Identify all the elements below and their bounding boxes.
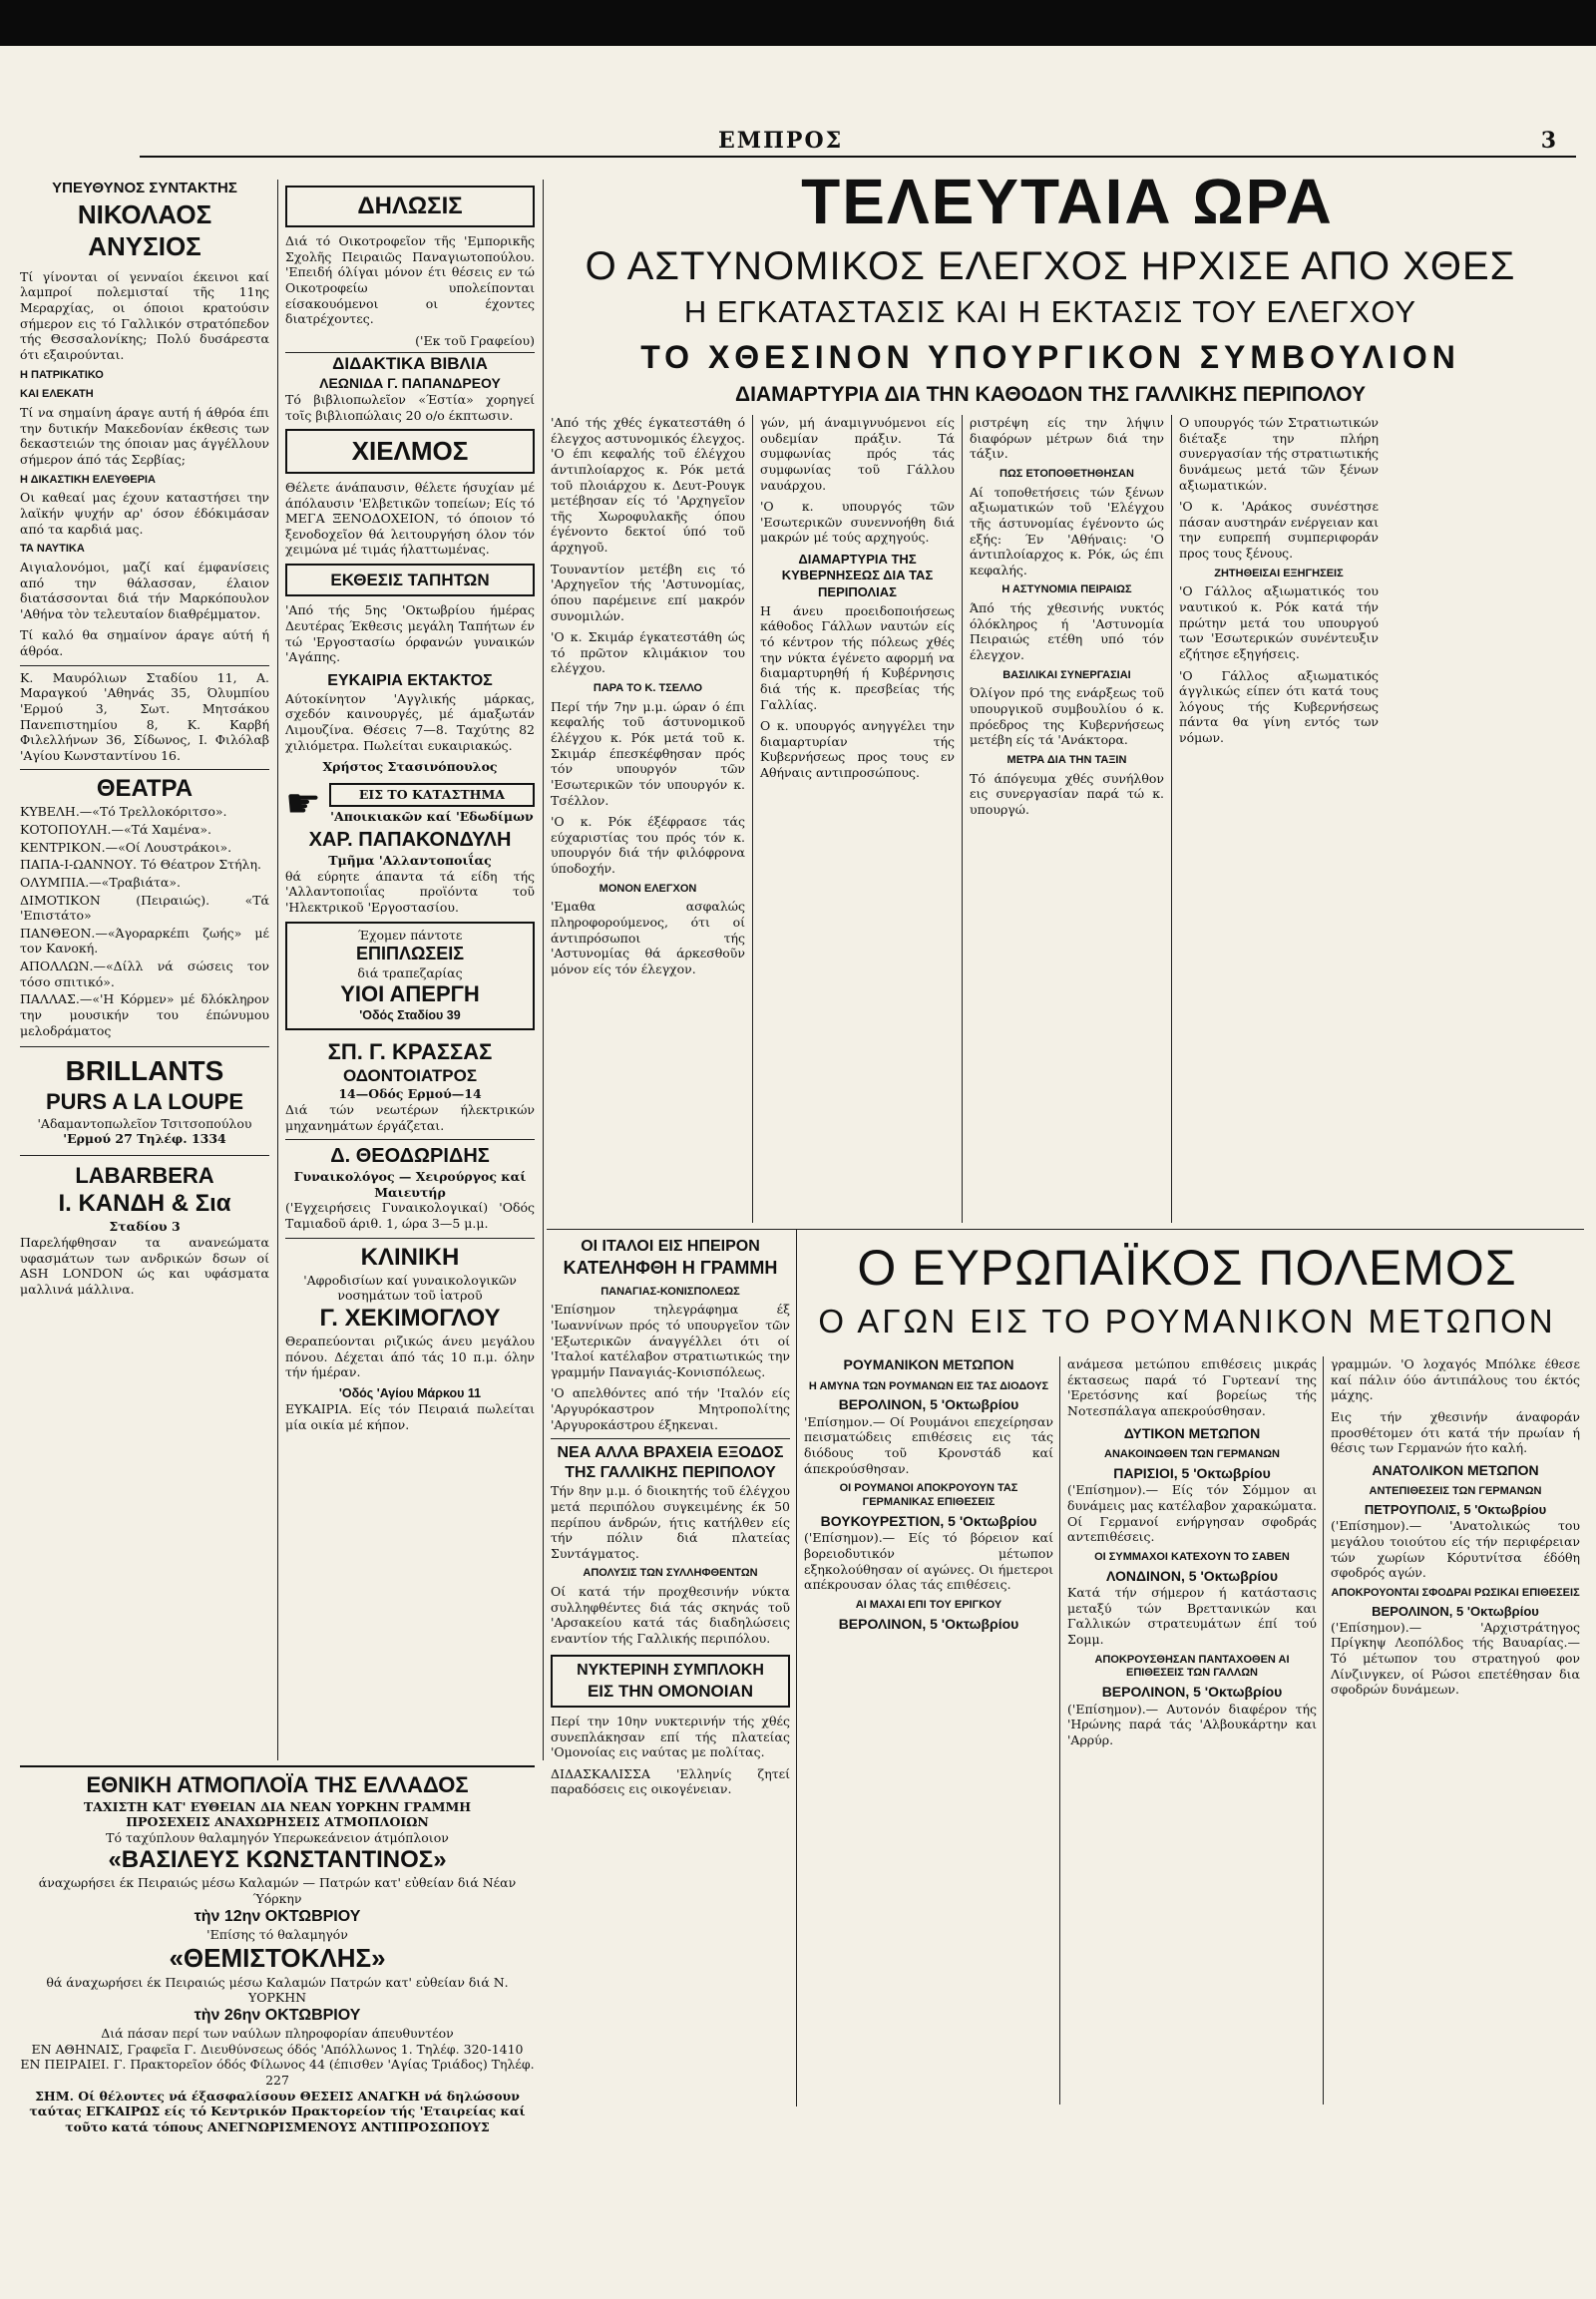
labarbera-title: LABARBERA <box>75 1162 214 1188</box>
epipl-box <box>285 922 535 1030</box>
theodor-title: Δ. ΘΕΟΔΩΡΙΔΗΣ <box>285 1139 535 1169</box>
epipl-line: Έχομεν πάντοτε <box>357 927 463 943</box>
article-paragraph: ('Επίσημον).— Είς τό βόρειον καί βορειοδυτικόν μέτωπον εξηκολούθησαν οί αγώνες. Οι ήμετεροι απέκρουσαν όλας τάς επιθέσεις. <box>804 1530 1053 1593</box>
section-tag: Η ΠΑΤΡΙΚΑΤΙΚΟ <box>20 368 104 381</box>
article-paragraph: ΔΙΔΑΣΚΑΛΙΣΣΑ 'Ελληνίς ζητεί παραδόσεις εις οικογένειαν. <box>551 1765 790 1797</box>
column-6 <box>1179 415 1379 1223</box>
article-paragraph: ('Επίσημον).— 'Ανατολικώς του μεγάλου τοιούτου είς τήν περιφέρειαν τών χωρίων Κόρυτνίτσα έδόθη σφοδρός αγών. <box>1331 1518 1580 1581</box>
labarbera-firm: I. ΚΑΝΔΗ & Σια <box>58 1190 231 1218</box>
kliniki-note: ΕΥΚΑΙΡΙΑ. Είς τόν Πειραιά πωλείται μία οικία μέ κήπον. <box>285 1401 535 1432</box>
article-paragraph: Τουναντίον μετέβη εις τό 'Αρχηγεῖον τής 'Αστυνομίας, όπου παρέμεινε επί μακρόν συνομιλών. <box>551 561 745 623</box>
column-rule <box>1323 1356 1324 2105</box>
kliniki-text: Θεραπεύονται ριζικώς άνευ μεγάλου πόνου. Δέχεται άπό τάς 10 π.μ. όλην τήν ήμέραν. <box>285 1333 535 1380</box>
theatre-item: ΚΕΝΤΡΙΚΟΝ.—«Οί Λουστράκοι». <box>20 839 232 855</box>
headline-main: ΤΕΛΕΥΤΑΙΑ ΩΡΑ <box>801 166 1334 237</box>
ship-line: Διά πάσαν περί των ναύλων πληροφορίαν άπευθυντέον <box>101 2026 454 2041</box>
brillants-subtitle: PURS A LA LOUPE <box>45 1089 243 1115</box>
article-paragraph: 'Ο κ. Ρόκ έξέφρασε τάς εύχαριστίας του πρός τόν κ. υπουργόν διά τήν φιλόφρονα ύποδοχήν. <box>551 814 745 876</box>
theatre-item: ΚΟΤΟΠΟΥΛΗ.—«Τά Χαμένα». <box>20 822 211 837</box>
brillants-title: BRILLANTS <box>65 1055 224 1087</box>
eukairia-title: ΕΥΚΑΙΡΙΑ ΕΚΤΑΚΤΟΣ <box>327 671 493 689</box>
theodor-subtitle: Γυναικολόγος — Χειρούργος καί Μαιευτήρ <box>293 1169 527 1200</box>
article-paragraph: Τί γίνονται οί γενναίοι έκεινοι καί λαμπροί πολεμισταί τῆς 11ης Μεραρχίας, οι όποιοι κρατούσιν σήμερον εις τό Γαλλικόν στρατόπεδον τής Θεσσαλονίκης; Πολύ δυσάρεστα ότι εξαιρούνται. <box>20 268 269 362</box>
column-rule <box>1059 1356 1060 2105</box>
war-col-c-subtitle: ΑΝΤΕΠΙΘΕΣΕΙΣ ΤΩΝ ΓΕΡΜΑΝΩΝ <box>1369 1485 1542 1498</box>
article-paragraph: 'Από τής χθές έγκατεστάθη ό έλεγχος αστυνομικός έλεγχος. 'Ο έπι κεφαλής τοῦ έλέγχου άντιπλοίαρχος κ. Ρόκ μετά τοῦ πλοιάρχου κ. Δευτ-Ρουγκ μετέβησαν είς τό 'Αρχηγεῖον τῆς Χωροφυλακῆς όπου έγένοντο δεκτοί ύπό τοῦ άρχηγοῦ. <box>551 415 745 555</box>
article-paragraph: Ο υπουργός τών Στρατιωτικών διέταξε την πλήρη συνεργασίαν τής στρατιωτικής δυνάμεως μετά τῶν ξένων αξιωματικών. <box>1179 415 1379 493</box>
article-paragraph: ('Επίσημον).— Είς τόν Σόμμον αι δυνάμεις μας κατέλαβον χαρακώματα. Οί Γερμανοί ενήργησαν σφοδράς αντεπιθέσεις. <box>1067 1482 1317 1545</box>
ship-title: ΕΘΝΙΚΗ ΑΤΜΟΠΛΟΪΑ ΤΗΣ ΕΛΛΑΔΟΣ <box>86 1772 469 1797</box>
war-col-b-title: ΔΥΤΙΚΟΝ ΜΕΤΩΠΟΝ <box>1123 1424 1261 1441</box>
headline-4: ΤΟ ΧΘΕΣΙΝΟΝ ΥΠΟΥΡΓΙΚΟΝ ΣΥΜΒΟΥΛΙΟΝ <box>640 339 1460 375</box>
ship-date: τὴν 26ην ΟΚΤΩΒΡΙΟΥ <box>194 2007 361 2024</box>
masthead-name: ΕΜΠΡΟΣ <box>718 128 844 154</box>
peir-heading: Η ΑΣΤΥΝΟΜΙΑ ΠΕΙΡΑΙΩΣ <box>1001 583 1132 596</box>
ship-line: ΕΝ ΑΘΗΝΑΙΣ, Γραφεῖα Γ. Διευθύνσεως όδός 'Απόλλωνος 1. Τηλέφ. 320-1410 <box>31 2041 524 2057</box>
krassas-address: 14—Οδός Ερμού—14 <box>338 1086 482 1102</box>
ship-line: ΤΑΧΙΣΤΗ ΚΑΤ' ΕΥΘΕΙΑΝ ΔΙΑ ΝΕΑΝ ΥΟΡΚΗΝ ΓΡΑΜΜΗ <box>83 1798 472 1814</box>
papak-title: ΧΑΡ. ΠΑΠΑΚΟΝΔΥΛΗ <box>308 829 512 852</box>
column-5 <box>970 415 1164 1223</box>
ipiros-title: ΟΙ ΙΤΑΛΟΙ ΕΙΣ ΗΠΕΙΡΟΝ <box>581 1238 760 1255</box>
epipl-title: ΕΠΙΠΛΩΣΕΙΣ <box>355 944 465 964</box>
dilosis-text: Διά τό Οικοτροφεῖον τῆς 'Εμπορικῆς Σχολῆς Πειραιῶς Παναγιωτοπούλου. 'Επειδή όλίγαι μόνον έτι θέσεις εν τώ Οικοτροφείω υπολείπονται είσακουόμενοι οι έχοντες διατρέχοντες. <box>285 233 535 327</box>
article-paragraph: Αιγιαλονόμοι, μαζί καί έμφανίσεις από την θάλασσαν, έλαιον διατάσσονται διά τήν Μαρκόπουλον 'Αθήνα τὸν τελευταίον διαθρέμματον. <box>20 559 269 621</box>
eukairia-signature: Χρήστος Στασινόπουλος <box>322 759 498 775</box>
dateline: ΒΟΥΚΟΥΡΕΣΤΙΟΝ, 5 'Οκτωβρίου <box>820 1512 1037 1529</box>
parato-heading: ΠΑΡΑ ΤΟ Κ. ΤΣΕΛΛΟ <box>593 682 703 694</box>
chielmos-box <box>285 429 535 474</box>
ship-line: ΠΡΟΣΕΧΕΙΣ ΑΝΑΧΩΡΗΣΕΙΣ ΑΤΜΟΠΛΟΙΩΝ <box>126 1814 429 1830</box>
nautika-heading: ΤΑ ΝΑΥΤΙΚΑ <box>20 543 85 556</box>
theatre-item: ΟΛΥΜΠΙΑ.—«Τραβιάτα». <box>20 874 181 890</box>
brax-subtitle: ΤΗΣ ΓΑΛΛΙΚΗΣ ΠΕΡΙΠΟΛΟΥ <box>565 1464 776 1482</box>
article-paragraph: γραμμών. 'Ο λοχαγός Μπόλκε έθεσε καί πάλιν όύο άντιπάλους του έκτός μάχης. <box>1331 1356 1580 1403</box>
war-headline: Ο ΕΥΡΩΠΑΪΚΟΣ ΠΟΛΕΜΟΣ <box>857 1240 1517 1296</box>
krassas-subtitle: ΟΔΟΝΤΟΙΑΤΡΟΣ <box>342 1066 478 1085</box>
apol-heading: ΑΠΟΛΥΣΙΣ ΤΩΝ ΣΥΛΛΗΦΘΕΝΤΩΝ <box>583 1567 758 1580</box>
books-text: Τό βιβλιοπωλεῖον «Έστία» χορηγεί τοῖς βιβλιοπώλαις 20 ο/ο έκπτωσιν. <box>285 392 535 423</box>
article-paragraph: ανάμεσα μετώπου επιθέσεις μικράς έκτασεως παρά τό Γυρτεανί της 'Ερετόσνης καί βορείως τής Νοτεσπάλαγα απεκρούσθησαν. <box>1067 1356 1317 1418</box>
article-paragraph: Περί την 10ην νυκτερινήν τής χθές συνεπλάκησαν επί τής πλατείας 'Ομονοίας εις ναύτας με πολίτας. <box>551 1713 790 1760</box>
column-rule <box>796 1229 797 2107</box>
headline-2: Ο ΑΣΤΥΝΟΜΙΚΟΣ ΕΛΕΓΧΟΣ ΗΡΧΙΣΕ ΑΠΟ ΧΘΕΣ <box>585 244 1516 288</box>
brillants-ad <box>20 1046 269 1147</box>
labarbera-address: Σταδίου 3 <box>109 1219 181 1235</box>
headline-5: ΔΙΑΜΑΡΤΥΡΙΑ ΔΙΑ ΤΗΝ ΚΑΘΟΔΟΝ ΤΗΣ ΓΑΛΛΙΚΗΣ ΠΕΡΙΠΟΛΟΥ <box>734 383 1366 406</box>
dateline: ΠΕΤΡΟΥΠΟΛΙΣ, 5 'Οκτωβρίου <box>1364 1502 1547 1517</box>
epipl-address: 'Οδός Σταδίου 39 <box>359 1007 461 1022</box>
column-rule <box>1171 415 1172 1223</box>
war-col-c-subtitle2: ΑΠΟΚΡΟΥΟΝΤΑΙ ΣΦΟΔΡΑΙ ΡΩΣΙΚΑΙ ΕΠΙΘΕΣΕΙΣ <box>1331 1586 1580 1599</box>
article-paragraph: Ο κ. υπουργός ανηγγέλει την διαμαρτυρίαν τής Κυβερνήσεως προς τους εν Αθήναις αντιπροσώπους. <box>760 718 955 780</box>
column-rule <box>543 180 544 1760</box>
editor-name: ΝΙΚΟΛΑΟΣ ΑΝΥΣΙΟΣ <box>77 198 212 262</box>
dateline: ΛΟΝΔΙΝΟΝ, 5 'Οκτωβρίου <box>1106 1567 1278 1584</box>
theatre-item: ΠΑΝΘΕΟΝ.—«Άγοραρκέπι ζωής» μέ τον Κανοκή. <box>20 925 269 957</box>
shop-ad-text <box>329 783 535 824</box>
war-col-a-title: ΡΟΥΜΑΝΙΚΟΝ ΜΕΤΩΠΟΝ <box>843 1356 1014 1372</box>
zit-heading: ΖΗΤΗΘΕΙΣΑΙ ΕΞΗΓΗΣΕΙΣ <box>1214 567 1344 579</box>
theodor-text: ('Εγχειρήσεις Γυναικολογικαί) 'Οδός Ταμιαδοῦ άριθ. 1, ώρα 3—5 μ.μ. <box>285 1200 535 1231</box>
kliniki-name: Γ. ΧΕΚΙΜΟΓΛΟΥ <box>319 1304 501 1332</box>
krassas-text: Διά τών νεωτέρων ήλεκτρικών μηχανημάτων έργάζεται. <box>285 1101 535 1133</box>
theatre-item: ΑΠΟΛΛΩΝ.—«Δίλλ νά σώσεις τον τόσο σπιτικό». <box>20 958 269 989</box>
article-paragraph: Οι καθεαί μας έχουν καταστήσει την λαϊκήν ψυχήν αρ' όσον έδόκιμάσαν από τα καρδιά μας. <box>20 490 269 537</box>
war-column-a <box>804 1356 1053 2105</box>
article-paragraph: Κατά τήν σήμερον ή κατάστασις μεταξύ τών Βρεττανικών και Γαλλικών στρατευμάτων έπί τού Σομμ. <box>1067 1585 1317 1647</box>
masthead-rule <box>140 156 1576 158</box>
section-tag: ΚΑΙ ΕΛΕΚΑΤΗ <box>20 388 94 401</box>
war-column-c <box>1331 1356 1580 2105</box>
war-col-a-subtitle: Η ΑΜΥΝΑ ΤΩΝ ΡΟΥΜΑΝΩΝ ΕΙΣ ΤΑΣ ΔΙΟΔΟΥΣ <box>808 1379 1049 1392</box>
theatre-item: ΠΑΛΛΑΣ.—«'Η Κόρμεν» μέ δλόκληρον την μουσικήν του έπώνυμου μελοδράματος <box>20 991 269 1038</box>
article-paragraph: ριστρέψη είς την λήψιν διαφόρων μέτρων διά την τάξιν. <box>970 415 1164 462</box>
section-tag: Η ΔΙΚΑΣΤΙΚΗ ΕΛΕΥΘΕΡΙΑ <box>20 473 156 486</box>
ipiros-subtitle2: ΠΑΝΑΓΙΑΣ-ΚΟΝΙΣΠΟΛΕΩΣ <box>600 1285 740 1298</box>
article-paragraph: 'Ο κ. 'Αράκος συνέστησε πάσαν αυστηράν ενέργειαν και την ευπρεπή συμπεριφοράν προς τους ξένους. <box>1179 499 1379 561</box>
shipping-ad <box>20 1765 535 2134</box>
papak-text: θά εύρητε άπαντα τά είδη τής 'Αλλαντοποιΐας προϊόντα τοῦ 'Ηλεκτρικοῦ 'Εργοστασίου. <box>285 868 535 915</box>
books-name: ΛΕΩΝΙΔΑ Γ. ΠΑΠΑΝΔΡΕΟΥ <box>319 374 501 391</box>
metra-heading: ΜΕΤΡΑ ΔΙΑ ΤΗΝ ΤΑΞΙΝ <box>1006 753 1127 766</box>
kliniki-title: ΚΛΙΝΙΚΗ <box>285 1238 535 1273</box>
krassas-title: ΣΠ. Γ. ΚΡΑΣΣΑΣ <box>327 1038 493 1064</box>
ship-name: «ΒΑΣΙΛΕΥΣ ΚΩΝΣΤΑΝΤΙΝΟΣ» <box>108 1846 447 1874</box>
dateline: ΒΕΡΟΛΙΝΟΝ, 5 'Οκτωβρίου <box>1101 1684 1283 1700</box>
article-paragraph: Τό άπόγευμα χθές συνήλθον εις συνεργασίαν παρά τώ κ. υπουργώ. <box>970 770 1164 817</box>
chielmos-title: ΧΙΕΛΜΟΣ <box>351 436 469 467</box>
section-rule <box>547 1229 1584 1230</box>
article-paragraph: ('Επίσημον).— 'Αρχιστράτηγος Πρίγκηψ Λεοπόλδος τής Βαυαρίας.— Τό μέτωπον του στρατηγού φον Λίνζινγκεν, οί Ρώσοι επετέθησαν δια σφοδρών δυνάμεων. <box>1331 1619 1580 1698</box>
epipl-name: ΥΙΟΙ ΑΠΕΡΓΗ <box>340 981 480 1007</box>
shop-ad-label: ΕΙΣ ΤΟ ΚΑΤΑΣΤΗΜΑ <box>329 783 535 807</box>
shop-ad-category: 'Αποικιακῶν καί 'Εδωδίμων <box>330 808 534 824</box>
monon-heading: ΜΟΝΟΝ ΕΛΕΓΧΟΝ <box>598 882 697 895</box>
article-paragraph: Άπό τής χθεσινής νυκτός όλόκληρος ή 'Αστυνομία Πειραιώς ετέθη υπό τόν έλεγχον. <box>970 600 1164 662</box>
article-paragraph: Οί κατά τήν προχθεσινήν νύκτα συλληφθέντες διά τάς σκηνάς τοῦ 'Αρσακείου κατά τάς διαδηλώσεις εναντίον τής Γαλλικής περιπόλου. <box>551 1584 790 1646</box>
labarbera-ad <box>20 1155 269 1298</box>
brillants-shop: 'Αδαμαντοπωλεῖον Τσιτσοπούλου <box>37 1115 252 1131</box>
column-rule <box>752 415 753 1223</box>
shop-ad <box>285 780 535 827</box>
chielmos-text: Θέλετε άνάπαυσιν, θέλετε ήσυχίαν μέ άπόλαυσιν 'Ελβετικῶν τοπείων; Είς τό ΜΕΓΑ ΞΕΝΟΔΟΧΕΙΟΝ, τό όποιον τό ξενοδοχεῖον θά λειτουργήση όλον τόν χειμώνα μέ τιμάς ήλαττωμένας. <box>285 479 535 558</box>
article-paragraph: 'Ο απελθόντες από τήν 'Ιταλόν είς 'Αργυρόκαστρον Μητροπολίτης 'Αργυροκάστρου έξηκεναι. <box>551 1385 790 1432</box>
war-col-a-subtitle3: ΑΙ ΜΑΧΑΙ ΕΠΙ ΤΟΥ ΕΡΙΓΚΟΥ <box>855 1598 1002 1611</box>
column-rule <box>277 180 278 1760</box>
pos-heading: ΠΩΣ ΕΤΟΠΟΘΕΤΗΘΗΣΑΝ <box>999 467 1134 480</box>
column-4 <box>760 415 955 1223</box>
article-paragraph: Περί τήν 7ην μ.μ. ώραν ό έπι κεφαλής τοῦ άστυνομικοῦ έλέγχου κ. Ρόκ μετά τοῦ κ. Σκιμάρ έπεσκέφθησαν πρός τόν υπουργόν τῶν 'Εσωτερικῶν τόν υπουργόν κ. Τσέλλον. <box>551 698 745 808</box>
headline-3: Η ΕΓΚΑΤΑΣΤΑΣΙΣ ΚΑΙ Η ΕΚΤΑΣΙΣ ΤΟΥ ΕΛΕΓΧΟΥ <box>683 294 1417 329</box>
theatre-heading: ΘΕΑΤΡΑ <box>20 769 269 804</box>
article-paragraph: Αί τοποθετήσεις τών ξένων αξιωματικών τοῦ 'Ελέγχου τῆς άστυνομίας έγένοντο ώς εξής: Έν 'Αθήναις: 'Ο άντιπλοίαρχος κ. Ρόκ, ώς έπι κεφαλής. <box>970 484 1164 577</box>
epipl-line: διά τραπεζαρίας <box>357 964 463 980</box>
article-paragraph: 'Επίσημον τηλεγράφημα έξ 'Ιωαννίνων πρός τό υπουργεῖον τῶν 'Εξωτερικῶν άναγγέλλει ότι οί 'Ιταλοί κατέλαβον στρατιωτικώς την γραμμήν Παναγιάς-Κονισπόλεως. <box>551 1302 790 1379</box>
tapit-title: ΕΚΘΕΣΙΣ ΤΑΠΗΤΩΝ <box>330 571 490 589</box>
ship-line: ΕΝ ΠΕΙΡΑΙΕΙ. Γ. Πρακτορεῖον όδός Φίλωνος 44 (έπισθεν 'Αγίας Τριάδος) Τηλέφ. 227 <box>20 2057 535 2088</box>
kliniki-address: 'Οδός 'Αγίου Μάρκου 11 <box>338 1385 482 1400</box>
ship-line: Τό ταχύπλουν θαλαμηγόν Υπερωκεάνειον άτμόπλοιον <box>106 1829 449 1845</box>
ship-line: άναχωρήσει έκ Πειραιώς μέσω Καλαμών — Πατρών κατ' εὐθείαν διά Νέαν Ύόρκην <box>38 1875 517 1906</box>
ship-name: «ΘΕΜΙΣΤΟΚΛΗΣ» <box>169 1943 386 1974</box>
article-paragraph: Όλίγον πρό της ενάρξεως τοῦ υπουργικοῦ συμβουλίου ό κ. πρόεδρος της Κυβερνήσεως μετέβη είς τά 'Ανάκτορα. <box>970 685 1164 748</box>
article-paragraph: 'Επίσημον.— Οί Ρουμάνοι επεχείρησαν πεισματώδεις επιθέσεις εις τάς διόδους τοῦ Κρονστάδ καί άπεκρούσθησαν. <box>804 1413 1053 1476</box>
article-paragraph: Τήν 8ην μ.μ. ό διοικητής τοῦ έλέγχου μετά περιπόλου συγκειμένης έκ 50 περίπου άνδρών, ήτις κατήλθεν είς τήν πόλιν διά πλατείας Συντάγματος. <box>551 1483 790 1561</box>
theatre-list <box>20 804 269 1038</box>
article-paragraph: ('Επίσημον).— Αυτονόν διαφέρον τής 'Ηρώνης παρά τάς 'Αλβουκάρτην και 'Αρρύρ. <box>1067 1701 1317 1747</box>
dilosis-signature: ('Εκ τοῦ Γραφείου) <box>415 332 535 348</box>
column-ipiros <box>551 1237 790 2105</box>
page-number: 3 <box>1540 128 1556 154</box>
article-paragraph: 'Εμαθα ασφαλώς πληροφορούμενος, ότι οί άντιπρόσωποι τής 'Αστυνομίας θά άρκεσθοῦν μόνον είς τόν έλεγχον. <box>551 899 745 976</box>
article-paragraph: 'Ο κ. υπουργός τῶν 'Εσωτερικῶν συνεννοήθη διά μακρών μέ τούς αρχηγούς. <box>760 499 955 546</box>
vas-heading: ΒΑΣΙΛΙΚΑΙ ΣΥΝΕΡΓΑΣΙΑΙ <box>1002 668 1131 681</box>
war-column-b <box>1067 1356 1317 2105</box>
column-2 <box>285 180 535 1755</box>
ship-date: τὴν 12ην ΟΚΤΩΒΡΙΟΥ <box>194 1907 361 1925</box>
nykt-subtitle: ΕΙΣ ΤΗΝ ΟΜΟΝΟΙΑΝ <box>587 1681 754 1701</box>
tapit-text: 'Από τής 5ης 'Οκτωβρίου ήμέρας Δευτέρας Έκθεσις μεγάλη Ταπήτων έν τώ 'Εργοστασίω όρφανών γυναικών 'Αγάπης. <box>285 602 535 665</box>
kliniki-subtitle: 'Αφροδισίων καί γυναικολογικῶν νοσημάτων τοῦ ἰατροῦ <box>303 1272 517 1304</box>
war-col-c-title: ΑΝΑΤΟΛΙΚΟΝ ΜΕΤΩΠΟΝ <box>1372 1461 1539 1478</box>
theatre-item: ΔΙΜΟΤΙΚΟΝ (Πειραιώς). «Τά 'Επιστάτο» <box>20 892 269 924</box>
theatre-item: ΠΑΠΑ-Ι-ΩΑΝΝΟΥ. Τό Θέατρον Στήλη. <box>20 857 261 873</box>
brax-title: ΝΕΑ ΑΛΛΑ ΒΡΑΧΕΙΑ ΕΞΟΔΟΣ <box>551 1438 790 1463</box>
article-paragraph: γών, μή άναμιγνυόμενοι είς ουδεμίαν πράξιν. Τά συμφωνίας πρός τάς συμφωνίας τοῦ Γάλλου ναυάρχου. <box>760 415 955 493</box>
article-paragraph: 'Ο κ. Σκιμάρ έγκατεστάθη ώς τό πρῶτον κλιμάκιον του ελέγχου. <box>551 629 745 676</box>
masthead <box>0 128 1596 162</box>
brillants-address: 'Ερμού 27 Τηλέφ. 1334 <box>63 1131 226 1147</box>
labarbera-text: Παρελήφθησαν τα ανανεώματα υφασμάτων των ανδρικών δσων οί ASH LONDON ώς και υφάσματα μαλλινά μάλλινα. <box>20 1235 269 1297</box>
article-paragraph: Τί να σημαίνη άραγε αυτή ή άθρόα έπι την δυτικήν Μακεδονίαν έκθεσις των δεκαστειών της όποιαν μας άγγέλλουν σήμερον άπό τάς Σερβίας; <box>20 405 269 467</box>
war-col-a-subtitle2: ΟΙ ΡΟΥΜΑΝΟΙ ΑΠΟΚΡΟΥΟΥΝ ΤΑΣ ΓΕΡΜΑΝΙΚΑΣ ΕΠΙΘΕΣΕΙΣ <box>839 1482 1018 1508</box>
article-paragraph: Τί καλό θα σημαίνον άραγε αύτή ή άθρόα. <box>20 627 269 658</box>
theatre-item: ΚΥΒΕΛΗ.—«Τό Τρελλοκόριτσο». <box>20 804 227 820</box>
article-paragraph: Εις τήν χθεσινήν άναφοράν προσθέτομεν ότι κατά τήν πρωίαν ή θέσις των Γερμανών ήτο καλή. <box>1331 1408 1580 1456</box>
column-rule <box>962 415 963 1223</box>
war-col-b-subtitle: ΑΝΑΚΟΙΝΩΘΕΝ ΤΩΝ ΓΕΡΜΑΝΩΝ <box>1104 1448 1280 1460</box>
ship-line: ΣΗΜ. Οί θέλοντες νά έξασφαλίσουν ΘΕΣΕΙΣ ΑΝΑΓΚΗ νά δηλώσουν ταύτας ΕΓΚΑΙΡΩΣ είς τό Κεντρικόν Πρακτορείον τής 'Εταιρείας καί τοῦτο κατά τόπους ΑΝΕΓΝΩΡΙΣΜΕΝΟΥΣ ΑΝΤΙΠΡΟΣΩΠΟΥΣ <box>29 2088 526 2134</box>
article-paragraph: Η άνευ προειδοποιήσεως κάθοδος Γάλλων ναυτών είς τό κέντρον τής πόλεως χθές την νύκτα έγένετο αφορμή να διαμαρτυρηθή ή Κυβέρνησις διά τής κ. πρεσβείας τής Γαλλίας. <box>760 602 955 712</box>
dilosis-title: ΔΗΛΩΣΙΣ <box>357 192 463 219</box>
ipiros-subtitle: ΚΑΤΕΛΗΦΘΗ Η ΓΡΑΜΜΗ <box>563 1258 778 1278</box>
papak-subtitle: Τμῆμα 'Αλλαντοποιΐας <box>328 853 492 869</box>
dateline: ΒΕΡΟΛΙΝΟΝ, 5 'Οκτωβρίου <box>838 1615 1019 1632</box>
nykt-box <box>551 1655 790 1708</box>
diam-heading: ΔΙΑΜΑΡΤΥΡΙΑ ΤΗΣ ΚΥΒΕΡΝΗΣΕΩΣ ΔΙΑ ΤΑΣ ΠΕΡΙΠΟΛΙΑΣ <box>781 552 934 599</box>
dateline: ΒΕΡΟΛΙΝΟΝ, 5 'Οκτωβρίου <box>838 1396 1019 1413</box>
tapit-box <box>285 564 535 596</box>
dateline: ΒΕΡΟΛΙΝΟΝ, 5 'Οκτωβρίου <box>1372 1603 1539 1619</box>
column-1 <box>20 180 269 1755</box>
nykt-title: ΝΥΚΤΕΡΙΝΗ ΣΥΜΠΛΟΚΗ <box>577 1661 764 1679</box>
address-block: Κ. Μαυρόλιων Σταδίου 11, Α. Μαραγκού 'Αθηνάς 35, Όλυμπίου 'Ερμού 3, Σωτ. Μητσάκου Πανεπιστημίου 8, Κ. Καρβή Φιλελλήνων 36, Σίδωνος, Ι. Φιλόλαβ 'Αγίου Κωνσταντίνου 16. <box>20 665 269 764</box>
dateline: ΠΑΡΙΣΙΟΙ, 5 'Οκτωβρίου <box>1113 1464 1271 1481</box>
scan-top-border <box>0 0 1596 46</box>
eukairia-text: Αύτοκίνητον 'Αγγλικής μάρκας, σχεδόν καινουργές, μέ άμαξωτάν Λιμουζίνα. Θέσεις 7—8. Ταχύτης 82 χιλιόμετρα. Πωλείται ευκαιριακώς. <box>285 690 535 753</box>
ship-line: θά άναχωρήσει έκ Πειραιώς μέσω Καλαμών Πατρών κατ' εὐθείαν διά Ν. ΥΟΡΚΗΝ <box>46 1974 509 2006</box>
dilosis-box <box>285 186 535 227</box>
war-subheadline: Ο ΑΓΩΝ ΕΙΣ ΤΟ ΡΟΥΜΑΝΙΚΟΝ ΜΕΤΩΠΟΝ <box>818 1303 1556 1340</box>
war-col-b-subtitle2: ΟΙ ΣΥΜΜΑΧΟΙ ΚΑΤΕΧΟΥΝ ΤΟ ΣΑΒΕΝ <box>1094 1550 1290 1563</box>
books-title: ΔΙΔΑΚΤΙΚΑ ΒΙΒΛΙΑ <box>285 352 535 374</box>
pointing-hand-icon: ☛ <box>285 780 321 827</box>
article-paragraph: 'Ο Γάλλος αξιωματικός του ναυτικού κ. Ρόκ κατά τήν πρώτην μετά του υπουργού των 'Εσωτερικών συνέντευξιν εζήτησε εξηγήσεις. <box>1179 583 1379 661</box>
ship-line: 'Επίσης τό θαλαμηγόν <box>206 1926 348 1942</box>
war-col-b-subtitle3: ΑΠΟΚΡΟΥΣΘΗΣΑΝ ΠΑΝΤΑΧΟΘΕΝ ΑΙ ΕΠΙΘΕΣΕΙΣ ΤΩΝ ΓΑΛΛΩΝ <box>1094 1653 1290 1680</box>
article-paragraph: 'Ο Γάλλος αξιωματικός άγγλικώς είπεν ότι κατά τους λόγους τής Κυβερνήσεως πάντα θα γίνη εντός των νόμων. <box>1179 667 1379 745</box>
column-3 <box>551 415 745 1223</box>
editor-heading: ΥΠΕΥΘΥΝΟΣ ΣΥΝΤΑΚΤΗΣ <box>52 180 237 196</box>
